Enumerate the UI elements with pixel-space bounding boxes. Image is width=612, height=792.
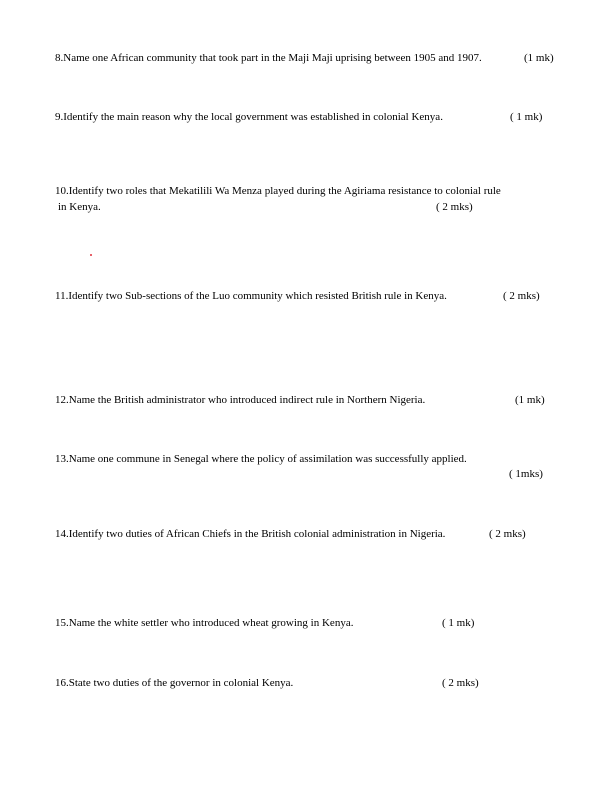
question-text: Name the white settler who introduced wheat growing in Kenya. bbox=[68, 617, 354, 629]
question-number: 16. bbox=[55, 677, 69, 689]
question-number: 9. bbox=[55, 111, 64, 123]
stray-mark bbox=[90, 254, 92, 256]
question-15 bbox=[55, 617, 353, 630]
question-text: Name the British administrator who introduced indirect rule in Northern Nigeria. bbox=[68, 394, 426, 406]
question-number: 11. bbox=[55, 290, 69, 302]
question-8 bbox=[55, 52, 482, 65]
question-text: Name one commune in Senegal where the policy of assimilation was successfully applied. bbox=[68, 453, 467, 465]
question-13-marks: ( 1mks) bbox=[509, 468, 543, 480]
question-15-marks: ( 1 mk) bbox=[442, 617, 475, 629]
question-13 bbox=[55, 453, 467, 466]
question-text: State two duties of the governor in colonial Kenya. bbox=[68, 677, 294, 689]
question-text: Identify two roles that Mekatilili Wa Menza played during the Agiriama resistance to colonial rule bbox=[68, 185, 501, 197]
question-number: 12. bbox=[55, 394, 69, 406]
question-12 bbox=[55, 394, 425, 407]
question-14 bbox=[55, 528, 445, 541]
question-10-continuation: in Kenya. bbox=[58, 201, 101, 213]
question-text: Name one African community that took part in the Maji Maji uprising between 1905 and 1907. bbox=[63, 52, 482, 64]
question-14-marks: ( 2 mks) bbox=[489, 528, 526, 540]
question-number: 14. bbox=[55, 528, 69, 540]
question-number: 10. bbox=[55, 185, 69, 197]
question-text: Identify the main reason why the local government was established in colonial Kenya. bbox=[63, 111, 443, 123]
question-11-marks: ( 2 mks) bbox=[503, 290, 540, 302]
question-text: Identify two duties of African Chiefs in the British colonial administration in Nigeria. bbox=[68, 528, 446, 540]
question-number: 15. bbox=[55, 617, 69, 629]
question-16 bbox=[55, 677, 293, 690]
question-8-marks: (1 mk) bbox=[524, 52, 554, 64]
question-12-marks: (1 mk) bbox=[515, 394, 545, 406]
question-number: 8. bbox=[55, 52, 64, 64]
question-10 bbox=[55, 185, 501, 198]
question-16-marks: ( 2 mks) bbox=[442, 677, 479, 689]
question-number: 13. bbox=[55, 453, 69, 465]
question-10-marks: ( 2 mks) bbox=[436, 201, 473, 213]
question-11 bbox=[55, 290, 447, 303]
question-text: Identify two Sub-sections of the Luo community which resisted British rule in Kenya. bbox=[68, 290, 447, 302]
question-9-marks: ( 1 mk) bbox=[510, 111, 543, 123]
question-9 bbox=[55, 111, 443, 124]
